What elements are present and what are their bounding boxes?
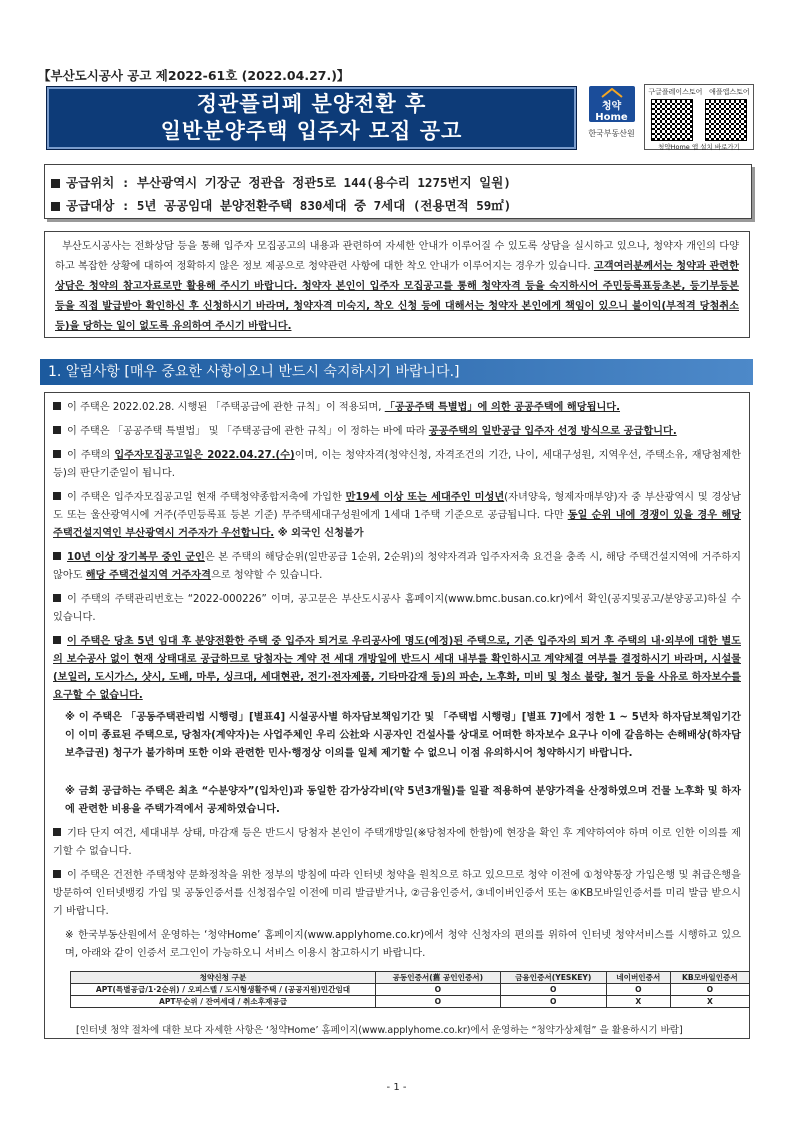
note-price: ※ 금회 공급하는 주택은 최초 “수분양자”(입차인)과 동일한 감가상각비(약 5년3개월)를 일괄 적용하여 분양가격을 산정하였으며 건물 노후화 및 하자에 관련한 비용을 주택가격에서 공제하였습니다.: [65, 786, 741, 815]
supply-location: 공급위치 : 부산광역시 기장군 정관읍 정관5로 144(용수리 1275번지 일원): [51, 173, 511, 191]
table-row: [71, 984, 750, 996]
title-banner: [46, 86, 577, 150]
square-bullet-icon: [53, 870, 61, 878]
supply-target: 공급대상 : 5년 공공임대 분양전환주택 830세대 중 7세대 (전용면적 59㎡): [51, 196, 511, 214]
qr-panel: [644, 84, 754, 150]
square-bullet-icon: [51, 179, 60, 188]
supply-info-box: [44, 164, 752, 219]
title-line-2: 일반분양주택 입주자 모집 공고: [160, 119, 463, 143]
page-number: - 1 -: [386, 1082, 407, 1093]
square-bullet-icon: [53, 492, 61, 500]
list-item: 10년 이상 장기복무 중인 군인은 본 주택의 해당순위(일반공급 1순위, 2순위)의 청약자격과 입주자저축 요건을 충족 시, 해당 주택건설지역에 거주하지 않아도 해당 주택건설지역 거주자격으로 청약할 수 있습니다.: [53, 552, 742, 581]
table-cell: APT무순위 / 잔여세대 / 취소후재공급: [71, 996, 376, 1008]
notice-number: 【부산도시공사 공고 제2022-61호 (2022.04.27.)】: [38, 68, 350, 83]
list-item: 이 주택의 입주자모집공고일은 2022.04.27.(수)이며, 이는 청약자격(청약신청, 자격조건의 기간, 나이, 세대구성원, 지역우선, 주택소유, 재당첨제한 등)의 판단기준일이 됩니다.: [53, 450, 742, 479]
list-item: 이 주택의 주택관리번호는 “2022-000226” 이며, 공고문은 부산도시공사 홈페이지(www.bmc.busan.co.kr)에서 확인(공지및공고/분양공고)하실 수 있습니다.: [53, 594, 741, 623]
title-line-1: 정관플리페 분양전환 후: [196, 92, 427, 116]
table-cell: X: [606, 996, 670, 1008]
table-header: KB모바일인증서: [670, 972, 749, 984]
qr-code-icon[interactable]: [651, 99, 693, 141]
table-cell: O: [500, 984, 606, 996]
list-item: 이 주택은 당초 5년 임대 후 분양전환한 주택 중 입주자 퇴거로 우리공사에 명도(예정)된 주택으로, 기존 입주자의 퇴거 후 주택의 내·외부에 대한 별도의 보수공사 없이 현재 상태대로 공급하므로 당첨자는 계약 전 세대 개방일에 반드시 세대 내부를 확인하시고 계약체결 여부를 결정하시기 바라며, 시설물(보일러, 도시가스, 샷시, 도배, 마루, 싱크대, 세대현관, 전기·전자제품, 기타마감재 등)의 파손, 노후화, 미비 및 청소 불량, 철거 등을 사유로 하자보수를 요구할 수 없습니다.: [53, 636, 741, 701]
certificate-table: [70, 971, 750, 1008]
table-cell: O: [376, 996, 501, 1008]
qr-label-apple: 애플앱스토어: [709, 88, 750, 96]
notice-items: [44, 392, 750, 1039]
list-item: 이 주택은 건전한 주택청약 문화정착을 위한 정부의 방침에 따라 인터넷 청약을 원칙으로 하고 있으므로 청약 이전에 ①청약통장 가입은행 및 취급은행을 방문하여 인터넷뱅킹 가입 및 공동인증서를 신청접수일 이전에 미리 발급받거나, ②금융인증서, ③네이버인증서 또는 ④KB모바일인증서를 미리 발급 받으시기 바랍니다.: [53, 870, 741, 917]
qr-footer: 청약Home 앱 설치 바로가기: [658, 143, 740, 151]
note-warranty: ※ 이 주택은 「공동주택관리법 시행령」[별표4] 시설공사별 하자담보책임기간 및 「주택법 시행령」[별표 7]에서 정한 1 ~ 5년차 하자담보책임기간이 이미 종료된 주택으로, 당첨자(계약자)는 사업주체인 우리 公社와 시공자인 건설사를 상대로 어떠한 하자보수 요구나 이에 갈음하는 손해배상(하자담보추급권) 청구가 불가하며 또한 이와 관련한 민사·행정상 이의를 일체 제기할 수 없으니 이점 유의하시어 청약하시기 바랍니다.: [65, 712, 741, 759]
table-cell: APT(특별공급/1·2순위) / 오피스텔 / 도시형생활주택 / (공공지원)민간임대: [71, 984, 376, 996]
intro-underlined: 고객여러분께서는 청약과 관련한 상담은 청약의 참고자료로만 활용해 주시기 바랍니다. 청약자 본인이 입주자 모집공고를 통해 청약자격 등을 숙지하시어 주민등록표등초본, 등기부등본 등을 직접 발급받아 확인하신 후 신청하시기 바라며, 청약자격 미숙지, 착오 신청 등에 대해서는 청약자 본인에게 책임이 있으니 불이익(부적격 당첨취소 등)을 당하는 일이 없도록 유의하여 주시기 바랍니다.: [55, 261, 739, 332]
logo-org: 한국부동산원: [588, 129, 635, 138]
applyhome-logo: [584, 86, 639, 148]
table-cell: O: [670, 984, 749, 996]
square-bullet-icon: [53, 402, 61, 410]
square-bullet-icon: [53, 450, 61, 458]
square-bullet-icon: [53, 426, 61, 434]
table-header: 청약신청 구분: [71, 972, 376, 984]
section-title: 1. 알림사항 [매우 중요한 사항이오니 반드시 숙지하시기 바랍니다.]: [40, 359, 753, 385]
note-applyhome: ※ 한국부동산원에서 운영하는 ‘청약Home’ 홈페이지(www.applyhome.co.kr)에서 청약 신청자의 편의를 위하여 인터넷 청약서비스를 시행하고 있으며, 아래와 같이 인증서 로그인이 가능하오니 서비스 이용시 참고하시기 바랍니다.: [65, 930, 741, 959]
intro-notice: [44, 231, 750, 338]
table-cell: O: [500, 996, 606, 1008]
list-item: 이 주택은 2022.02.28. 시행된 「주택공급에 관한 규칙」이 적용되며, 「공공주택 특별법」에 의한 공공주택에 해당됩니다.: [53, 399, 741, 417]
qr-label-google: 구글플레이스토어: [648, 88, 703, 96]
table-cell: O: [376, 984, 501, 996]
logo-name: 청약Home: [595, 101, 628, 123]
list-item: 이 주택은 「공공주택 특별법」 및 「주택공급에 관한 규칙」이 정하는 바에 따라 공공주택의 일반공급 입주자 선정 방식으로 공급합니다.: [53, 423, 741, 441]
list-item: 기타 단지 여건, 세대내부 상태, 마감재 등은 반드시 당첨자 본인이 주택개방일(※당첨자에 한함)에 현장을 확인 후 계약하여야 하며 이로 인한 이의를 제기할 수 없습니다.: [53, 828, 741, 857]
intro-plain: 부산도시공사는 전화상담 등을 통해 입주자 모집공고의 내용과 관련하여 자세한 안내가 이루어질 수 있도록 상담을 실시하고 있으나, 청약자 개인의 다양하고 복잡한 상황에 대하여 정확하지 않은 정보 제공으로 청약관련 사항에 대한 착오 안내가 이루어지는 경우가 있습니다.: [55, 241, 739, 272]
square-bullet-icon: [51, 202, 60, 211]
house-icon: [589, 86, 635, 122]
qr-code-icon[interactable]: [705, 99, 747, 141]
table-header: 공동인증서(舊 공인인증서): [376, 972, 501, 984]
square-bullet-icon: [53, 594, 61, 602]
table-header: 금융인증서(YESKEY): [500, 972, 606, 984]
table-row: [71, 996, 750, 1008]
table-cell: X: [670, 996, 749, 1008]
table-cell: O: [606, 984, 670, 996]
square-bullet-icon: [53, 552, 61, 560]
footer-note: [인터넷 청약 절차에 대한 보다 자세한 사항은 ‘청약Home’ 홈페이지(www.applyhome.co.kr)에서 운영하는 “청약가상체험” 을 활용하시기 바람]: [76, 1025, 683, 1036]
list-item: 이 주택은 입주자모집공고일 현재 주택청약종합저축에 가입한 만19세 이상 또는 세대주인 미성년(자녀양육, 형제자매부양)자 중 부산광역시 및 경상남도 또는 울산광역시에 거주(주민등록표 등본 기준) 무주택세대구성원에게 1세대 1주택 기준으로 공급됩니다. 다만 동일 순위 내에 경쟁이 있을 경우 해당 주택건설지역인 부산광역시 거주자가 우선합니다. ※ 외국인 신청불가: [53, 492, 741, 539]
square-bullet-icon: [53, 828, 61, 836]
table-header-row: [71, 972, 750, 984]
table-header: 네이버인증서: [606, 972, 670, 984]
square-bullet-icon: [53, 636, 61, 644]
